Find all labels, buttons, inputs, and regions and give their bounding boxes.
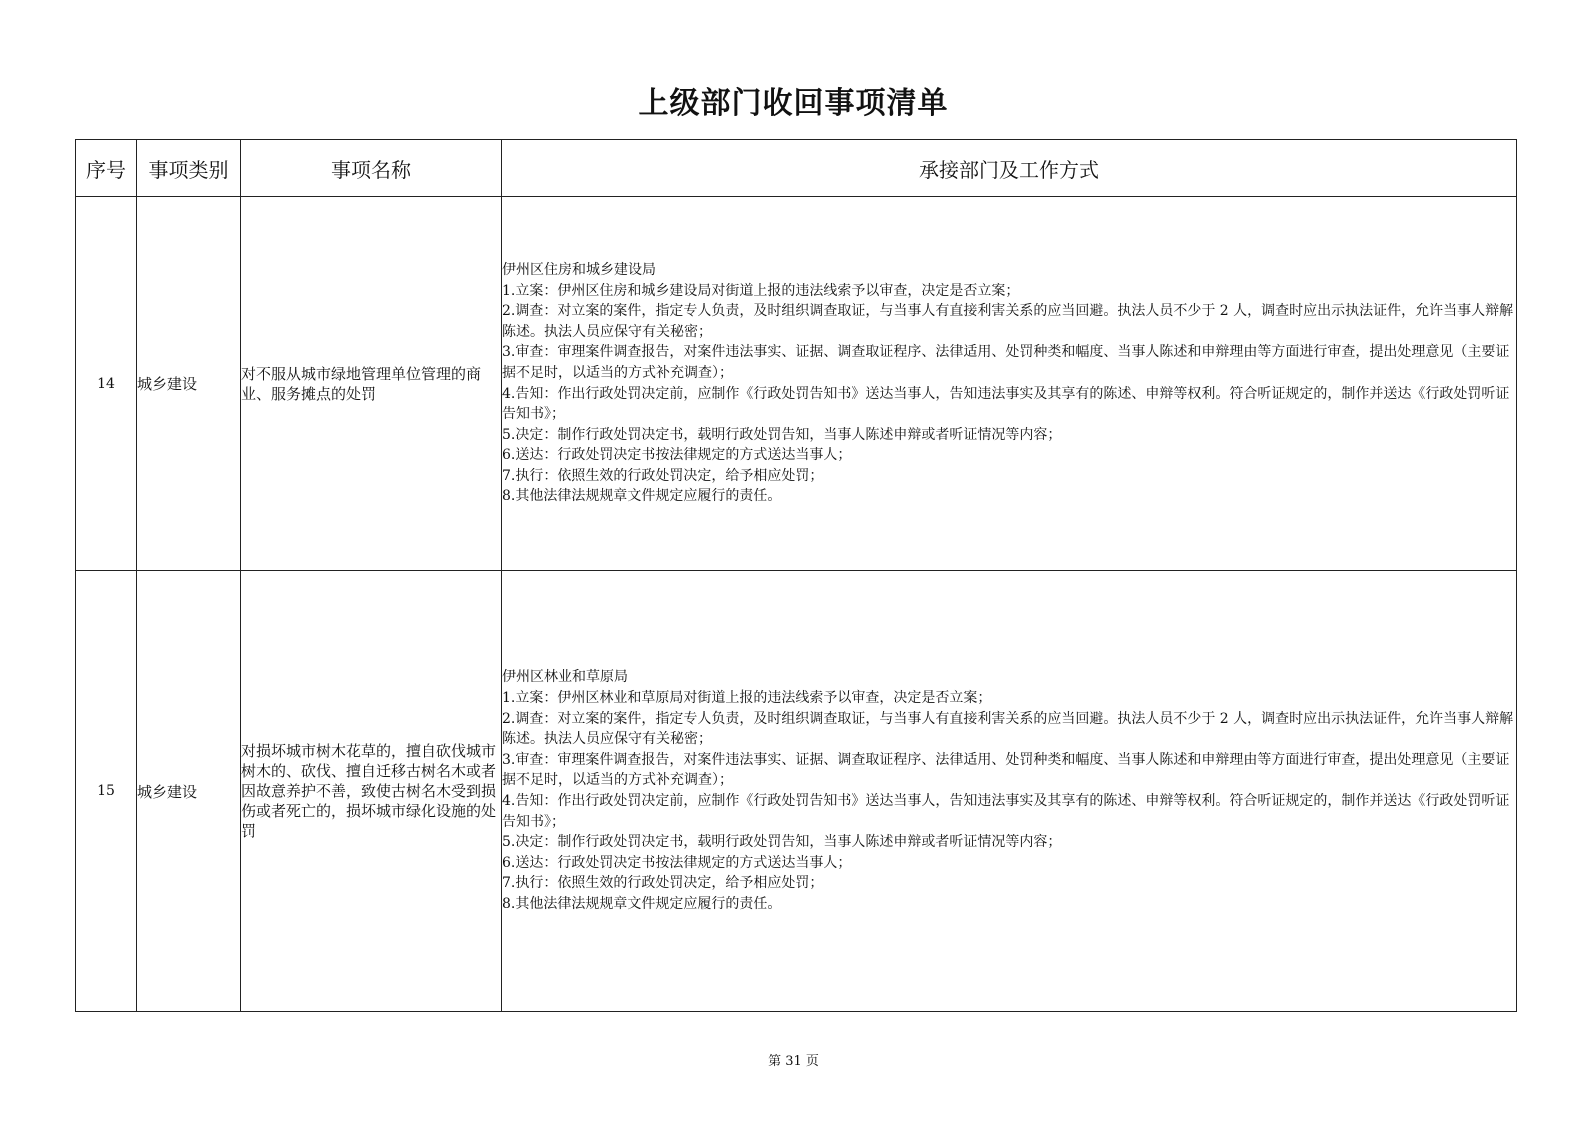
header-no: 序号 bbox=[76, 140, 137, 197]
dept-step: 8.其他法律法规规章文件规定应履行的责任。 bbox=[502, 895, 782, 912]
dept-step: 2.调查：对立案的案件，指定专人负责，及时组织调查取证，与当事人有直接利害关系的应当回避。执法人员不少于 2 人，调查时应出示执法证件，允许当事人辩解陈述。执法人员应保守有关秘密； bbox=[502, 710, 1514, 748]
row-category: 城乡建设 bbox=[137, 197, 241, 571]
dept-step: 6.送达：行政处罚决定书按法律规定的方式送达当事人； bbox=[502, 854, 852, 871]
header-dept: 承接部门及工作方式 bbox=[502, 140, 1517, 197]
header-name: 事项名称 bbox=[241, 140, 502, 197]
row-item-name: 对不服从城市绿地管理单位管理的商业、服务摊点的处罚 bbox=[241, 197, 502, 571]
dept-step: 1.立案：伊州区林业和草原局对街道上报的违法线索予以审查，决定是否立案； bbox=[502, 690, 992, 707]
row-category: 城乡建设 bbox=[137, 571, 241, 1012]
header-category: 事项类别 bbox=[137, 140, 241, 197]
dept-name: 伊州区住房和城乡建设局 bbox=[502, 261, 656, 278]
row-dept-method bbox=[502, 571, 1517, 1012]
dept-step: 5.决定：制作行政处罚决定书，载明行政处罚告知，当事人陈述申辩或者听证情况等内容； bbox=[502, 834, 1062, 851]
dept-step: 2.调查：对立案的案件，指定专人负责，及时组织调查取证，与当事人有直接利害关系的应当回避。执法人员不少于 2 人，调查时应出示执法证件，允许当事人辩解陈述。执法人员应保守有关秘密； bbox=[502, 303, 1514, 340]
row-item-name: 对损坏城市树木花草的，擅自砍伐城市树木的、砍伐、擅自迁移古树名木或者因故意养护不善，致使古树名木受到损伤或者死亡的，损坏城市绿化设施的处罚 bbox=[241, 571, 502, 1012]
document-title: 上级部门收回事项清单 bbox=[638, 86, 949, 121]
row-number: 14 bbox=[76, 197, 137, 571]
row-number: 15 bbox=[76, 571, 137, 1012]
table-row bbox=[76, 571, 1517, 1012]
dept-step: 4.告知：作出行政处罚决定前，应制作《行政处罚告知书》送达当事人，告知违法事实及其享有的陈述、申辩等权利。符合听证规定的，制作并送达《行政处罚听证告知书》； bbox=[502, 793, 1510, 830]
dept-step: 5.决定：制作行政处罚决定书，载明行政处罚告知，当事人陈述申辩或者听证情况等内容； bbox=[502, 426, 1062, 443]
page-number: 第 31 页 bbox=[768, 1054, 819, 1069]
items-table bbox=[75, 139, 1517, 1012]
dept-step: 1.立案：伊州区住房和城乡建设局对街道上报的违法线索予以审查，决定是否立案； bbox=[502, 282, 1020, 299]
dept-step: 6.送达：行政处罚决定书按法律规定的方式送达当事人； bbox=[502, 447, 852, 464]
dept-step: 7.执行：依照生效的行政处罚决定，给予相应处罚； bbox=[502, 467, 824, 484]
dept-step: 8.其他法律法规规章文件规定应履行的责任。 bbox=[502, 488, 782, 505]
table-header-row bbox=[76, 140, 1517, 197]
row-dept-method bbox=[502, 197, 1517, 571]
dept-name: 伊州区林业和草原局 bbox=[502, 669, 628, 686]
dept-step: 7.执行：依照生效的行政处罚决定，给予相应处罚； bbox=[502, 875, 824, 892]
dept-step: 3.审查：审理案件调查报告，对案件违法事实、证据、调查取证程序、法律适用、处罚种类和幅度、当事人陈述和申辩理由等方面进行审查，提出处理意见（主要证据不足时，以适当的方式补充调查）； bbox=[502, 344, 1510, 381]
dept-step: 3.审查：审理案件调查报告，对案件违法事实、证据、调查取证程序、法律适用、处罚种类和幅度、当事人陈述和申辩理由等方面进行审查，提出处理意见（主要证据不足时，以适当的方式补充调查）； bbox=[502, 751, 1510, 789]
dept-step: 4.告知：作出行政处罚决定前，应制作《行政处罚告知书》送达当事人，告知违法事实及其享有的陈述、申辩等权利。符合听证规定的，制作并送达《行政处罚听证告知书》； bbox=[502, 385, 1510, 423]
table-row bbox=[76, 197, 1517, 571]
